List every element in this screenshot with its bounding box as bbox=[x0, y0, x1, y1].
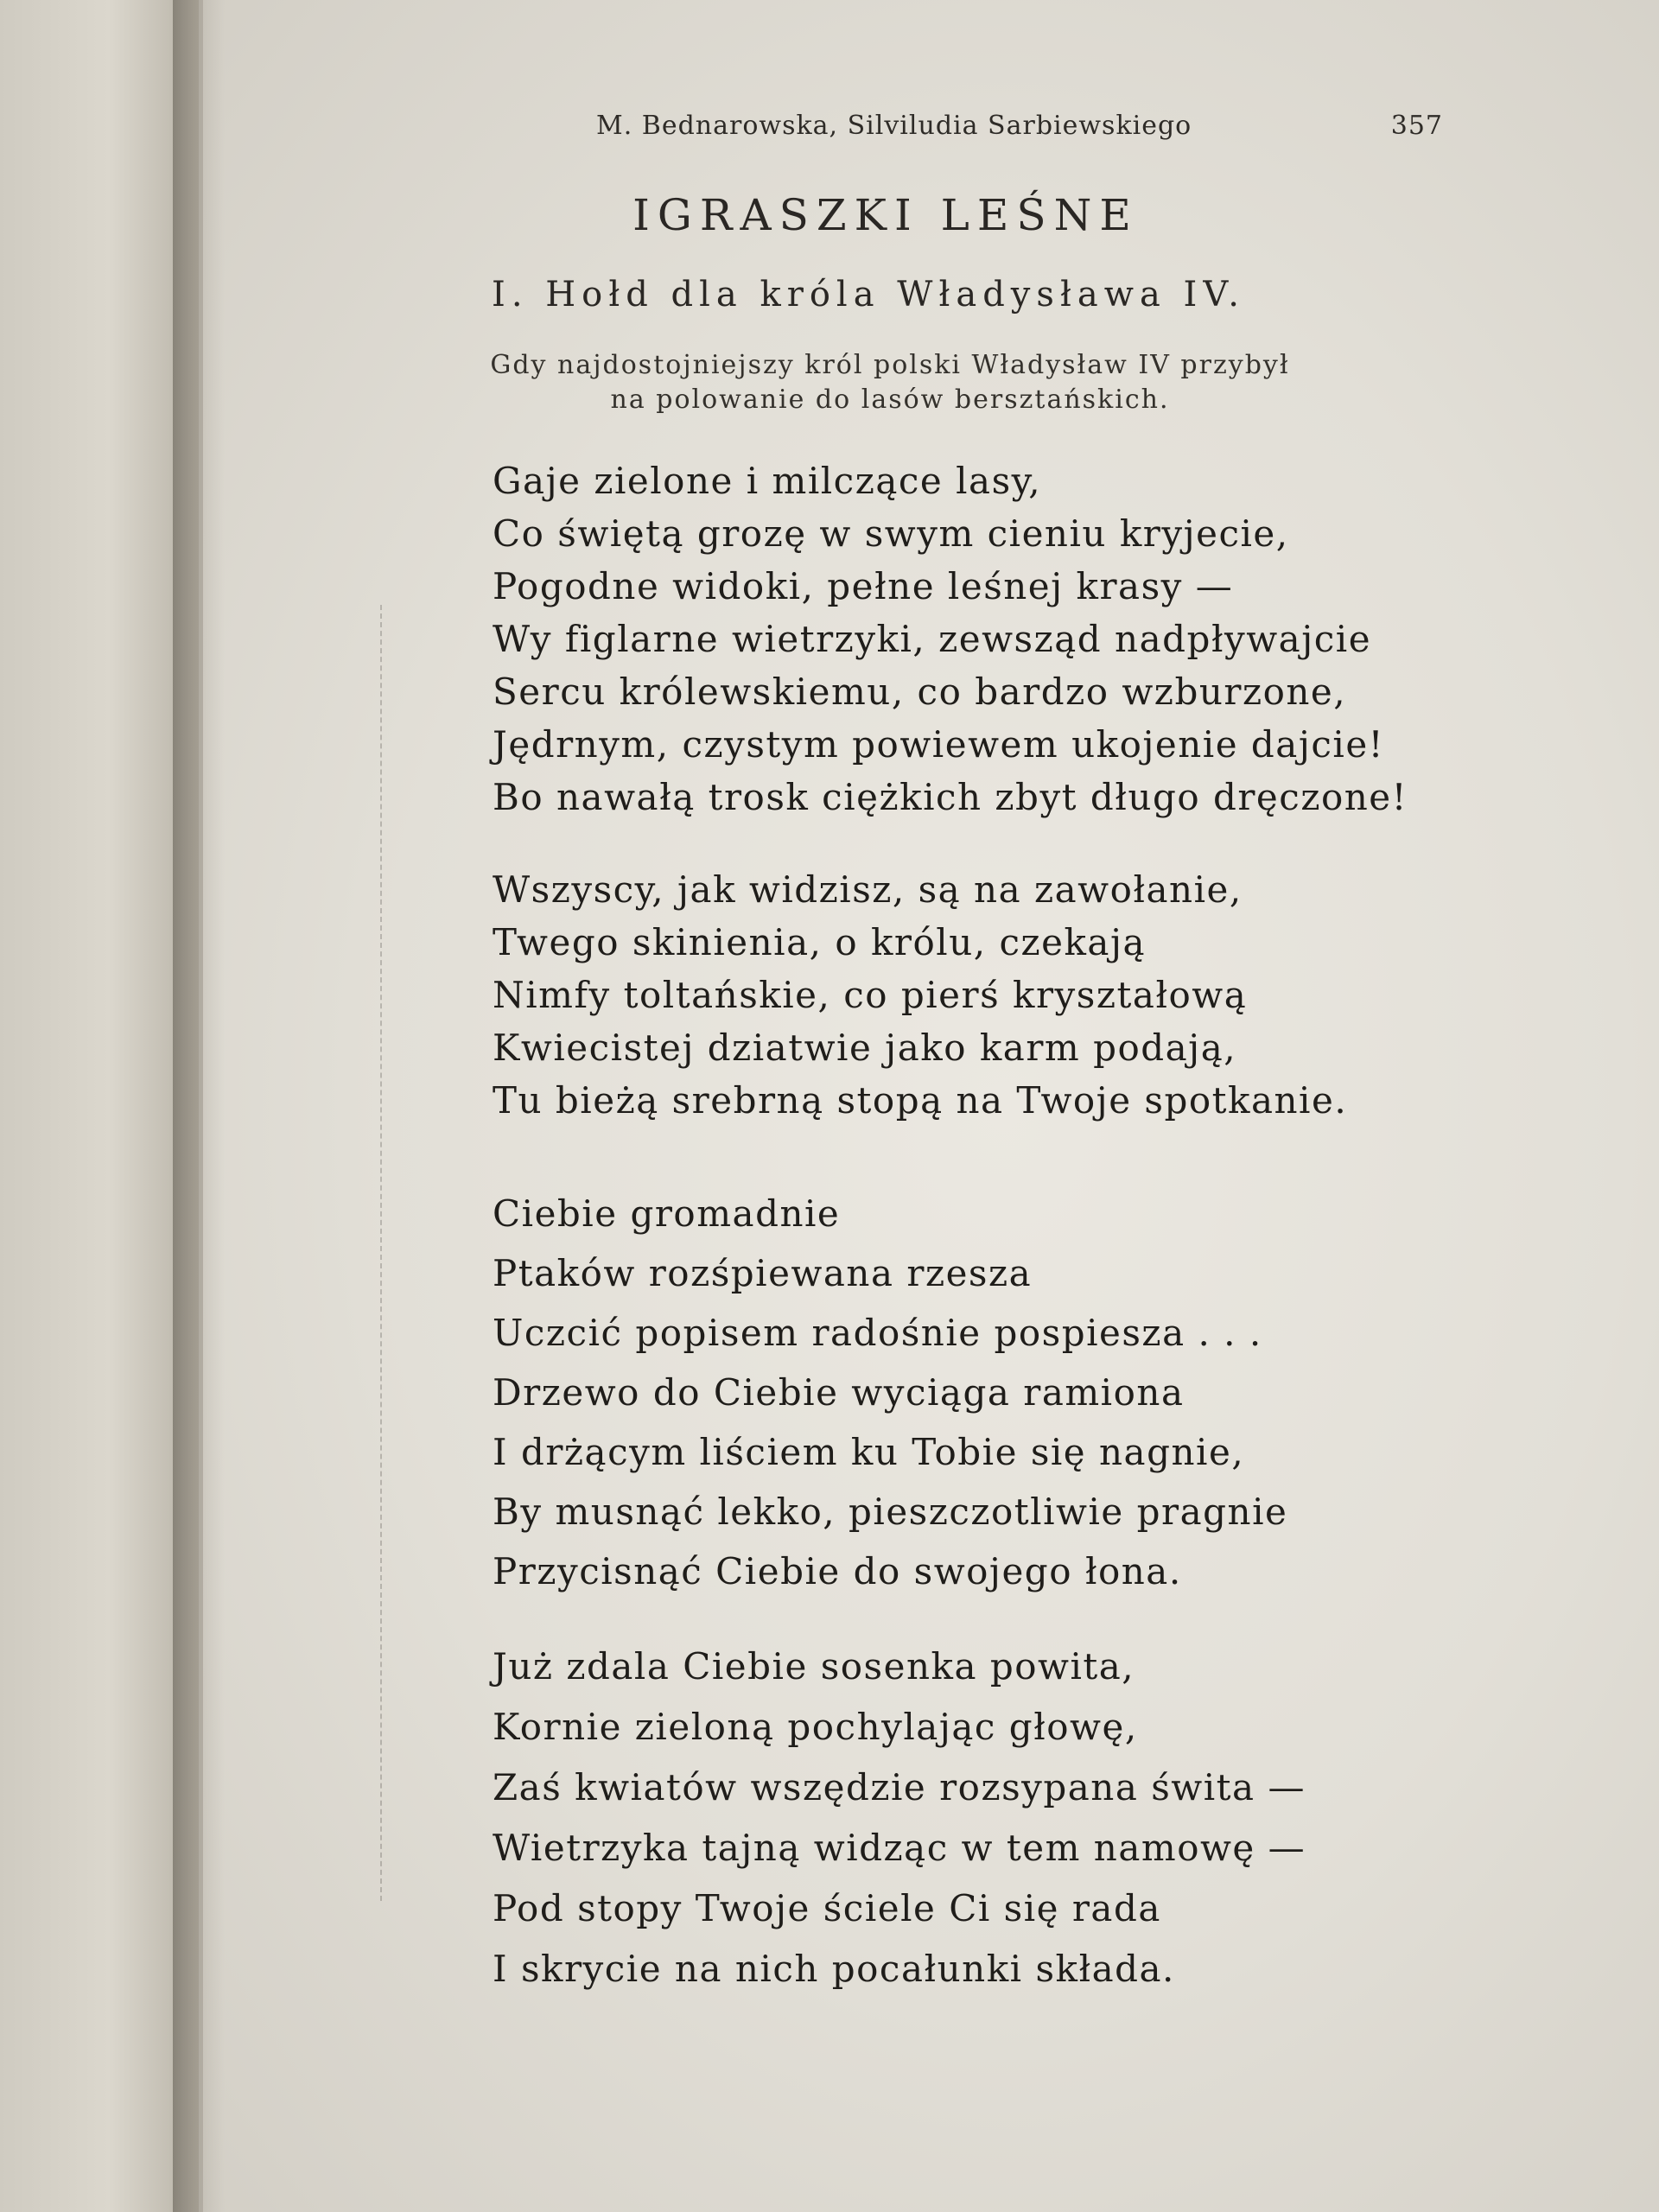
verse-line: Wszyscy, jak widzisz, są na zawołanie, bbox=[493, 868, 1243, 911]
verse-line: I skrycie na nich pocałunki składa. bbox=[493, 1948, 1175, 1990]
verse-line: Jędrnym, czystym powiewem ukojenie dajcie! bbox=[493, 723, 1385, 766]
verse-line: Wy figlarne wietrzyki, zewsząd nadpływajcie bbox=[493, 618, 1372, 660]
verse-line: Sercu królewskiemu, co bardzo wzburzone, bbox=[493, 671, 1347, 713]
verse-line: Uczcić popisem radośnie pospiesza . . . bbox=[493, 1312, 1262, 1354]
margin-pencil-marks bbox=[380, 605, 399, 1901]
running-head bbox=[596, 111, 1443, 141]
verse-line: Zaś kwiatów wszędzie rozsypana świta — bbox=[493, 1766, 1306, 1808]
verse-line: Bo nawałą trosk ciężkich zbyt długo dręczone! bbox=[493, 776, 1408, 818]
verse-line: Wietrzyka tajną widząc w tem namowę — bbox=[493, 1827, 1306, 1869]
verse-line: By musnąć lekko, pieszczotliwie pragnie bbox=[493, 1491, 1288, 1533]
verse-line: Ptaków rozśpiewana rzesza bbox=[493, 1252, 1033, 1294]
verse-line: Już zdala Ciebie sosenka powita, bbox=[493, 1645, 1135, 1688]
verse-line: Tu bieżą srebrną stopą na Twoje spotkanie. bbox=[493, 1079, 1348, 1122]
intro-line: Gdy najdostojniejszy król polski Władysław IV przybył bbox=[490, 350, 1290, 380]
facing-page-edge bbox=[0, 0, 199, 2212]
verse-line: Gaje zielone i milczące lasy, bbox=[493, 460, 1042, 502]
verse-line: I drżącym liściem ku Tobie się nagnie, bbox=[493, 1431, 1245, 1473]
running-head-text: M. Bednarowska, Silviludia Sarbiewskiego bbox=[596, 111, 1192, 141]
verse-line: Co świętą grozę w swym cieniu kryjecie, bbox=[493, 512, 1289, 555]
verse-line: Kwiecistej dziatwie jako karm podają, bbox=[493, 1027, 1237, 1069]
verse-line: Nimfy toltańskie, co pierś kryształową bbox=[493, 974, 1248, 1016]
verse-line: Pogodne widoki, pełne leśnej krasy — bbox=[493, 565, 1234, 607]
verse-line: Ciebie gromadnie bbox=[493, 1192, 841, 1235]
book-gutter-shadow bbox=[173, 0, 225, 2212]
poem-title: IGRASZKI LEŚNE bbox=[632, 190, 1139, 240]
verse-line: Kornie zieloną pochylając głowę, bbox=[493, 1706, 1138, 1748]
verse-line: Twego skinienia, o królu, czekają bbox=[493, 921, 1147, 963]
verse-line: Drzewo do Ciebie wyciąga ramiona bbox=[493, 1371, 1185, 1414]
verse-line: Przycisnąć Ciebie do swojego łona. bbox=[493, 1550, 1182, 1592]
intro-line: na polowanie do lasów bersztańskich. bbox=[610, 385, 1170, 415]
poem-intro bbox=[415, 348, 1365, 417]
stanza-4 bbox=[493, 1637, 1460, 1999]
verse-line: Pod stopy Twoje ściele Ci się rada bbox=[493, 1887, 1161, 1929]
poem-subtitle: I. Hołd dla króla Władysława IV. bbox=[492, 275, 1245, 315]
stanza-2 bbox=[493, 863, 1460, 1127]
stanza-1 bbox=[493, 454, 1460, 823]
stanza-3 bbox=[493, 1184, 1460, 1601]
page-number: 357 bbox=[1390, 111, 1443, 141]
